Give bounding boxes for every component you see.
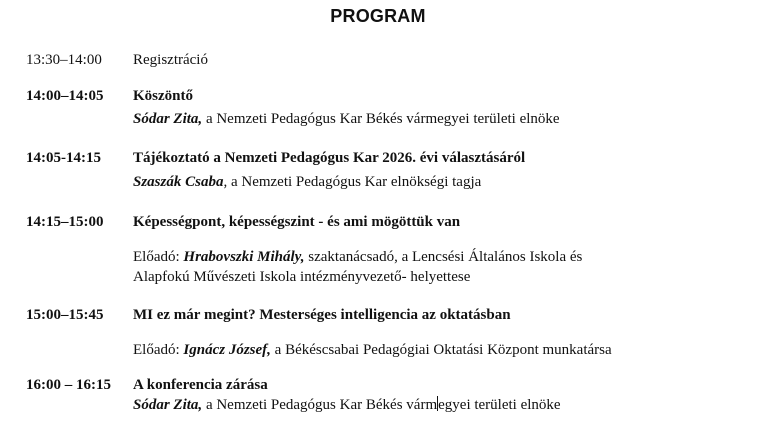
presenter-label: Előadó: <box>133 342 184 358</box>
speaker-name: Hrabovszki Mihály, <box>183 249 305 265</box>
presenter-label: Előadó: <box>133 249 184 265</box>
speaker-role: a Nemzeti Pedagógus Kar Békés vármegyei területi elnöke <box>202 111 560 127</box>
time-slot: 15:00–15:45 <box>26 307 104 323</box>
program-title: Képességpont, képességszint - és ami mögöttük van <box>133 214 461 230</box>
program-title: Tájékoztató a Nemzeti Pedagógus Kar 2026. évi választásáról <box>133 150 526 166</box>
speaker-name: Sódar Zita, <box>133 111 203 127</box>
program-title: MI ez már megint? Mesterséges intelligencia az oktatásban <box>133 307 511 323</box>
speaker-role: szaktanácsadó, a Lencsési Általános Iskola és <box>304 249 583 265</box>
speaker-role: a Békéscsabai Pedagógiai Oktatási Központ munkatársa <box>270 342 612 358</box>
speaker-role: a Nemzeti Pedagógus Kar Békés várm <box>202 397 438 413</box>
time-slot: 13:30–14:00 <box>26 52 102 68</box>
speaker-line <box>133 341 612 359</box>
speaker-name: Sódar Zita, <box>133 397 203 413</box>
speaker-role: egyei területi elnöke <box>438 397 561 413</box>
speaker-name: Szaszák Csaba <box>133 174 224 190</box>
time-slot: 14:05-14:15 <box>26 150 101 166</box>
program-title: A konferencia zárása <box>133 377 268 393</box>
time-slot: 16:00 – 16:15 <box>26 377 111 393</box>
speaker-role-continued: Alapfokú Művészeti Iskola intézményvezető- helyettese <box>133 269 471 285</box>
program-title: Regisztráció <box>133 52 208 68</box>
speaker-line <box>133 248 582 266</box>
speaker-line <box>133 173 481 191</box>
page-title: PROGRAM <box>330 6 426 26</box>
speaker-line <box>133 110 560 128</box>
speaker-role: , a Nemzeti Pedagógus Kar elnökségi tagja <box>223 174 482 190</box>
program-title: Köszöntő <box>133 88 193 104</box>
time-slot: 14:15–15:00 <box>26 214 104 230</box>
speaker-line[interactable] <box>133 396 561 414</box>
speaker-name: Ignácz József, <box>183 342 271 358</box>
time-slot: 14:00–14:05 <box>26 88 104 104</box>
